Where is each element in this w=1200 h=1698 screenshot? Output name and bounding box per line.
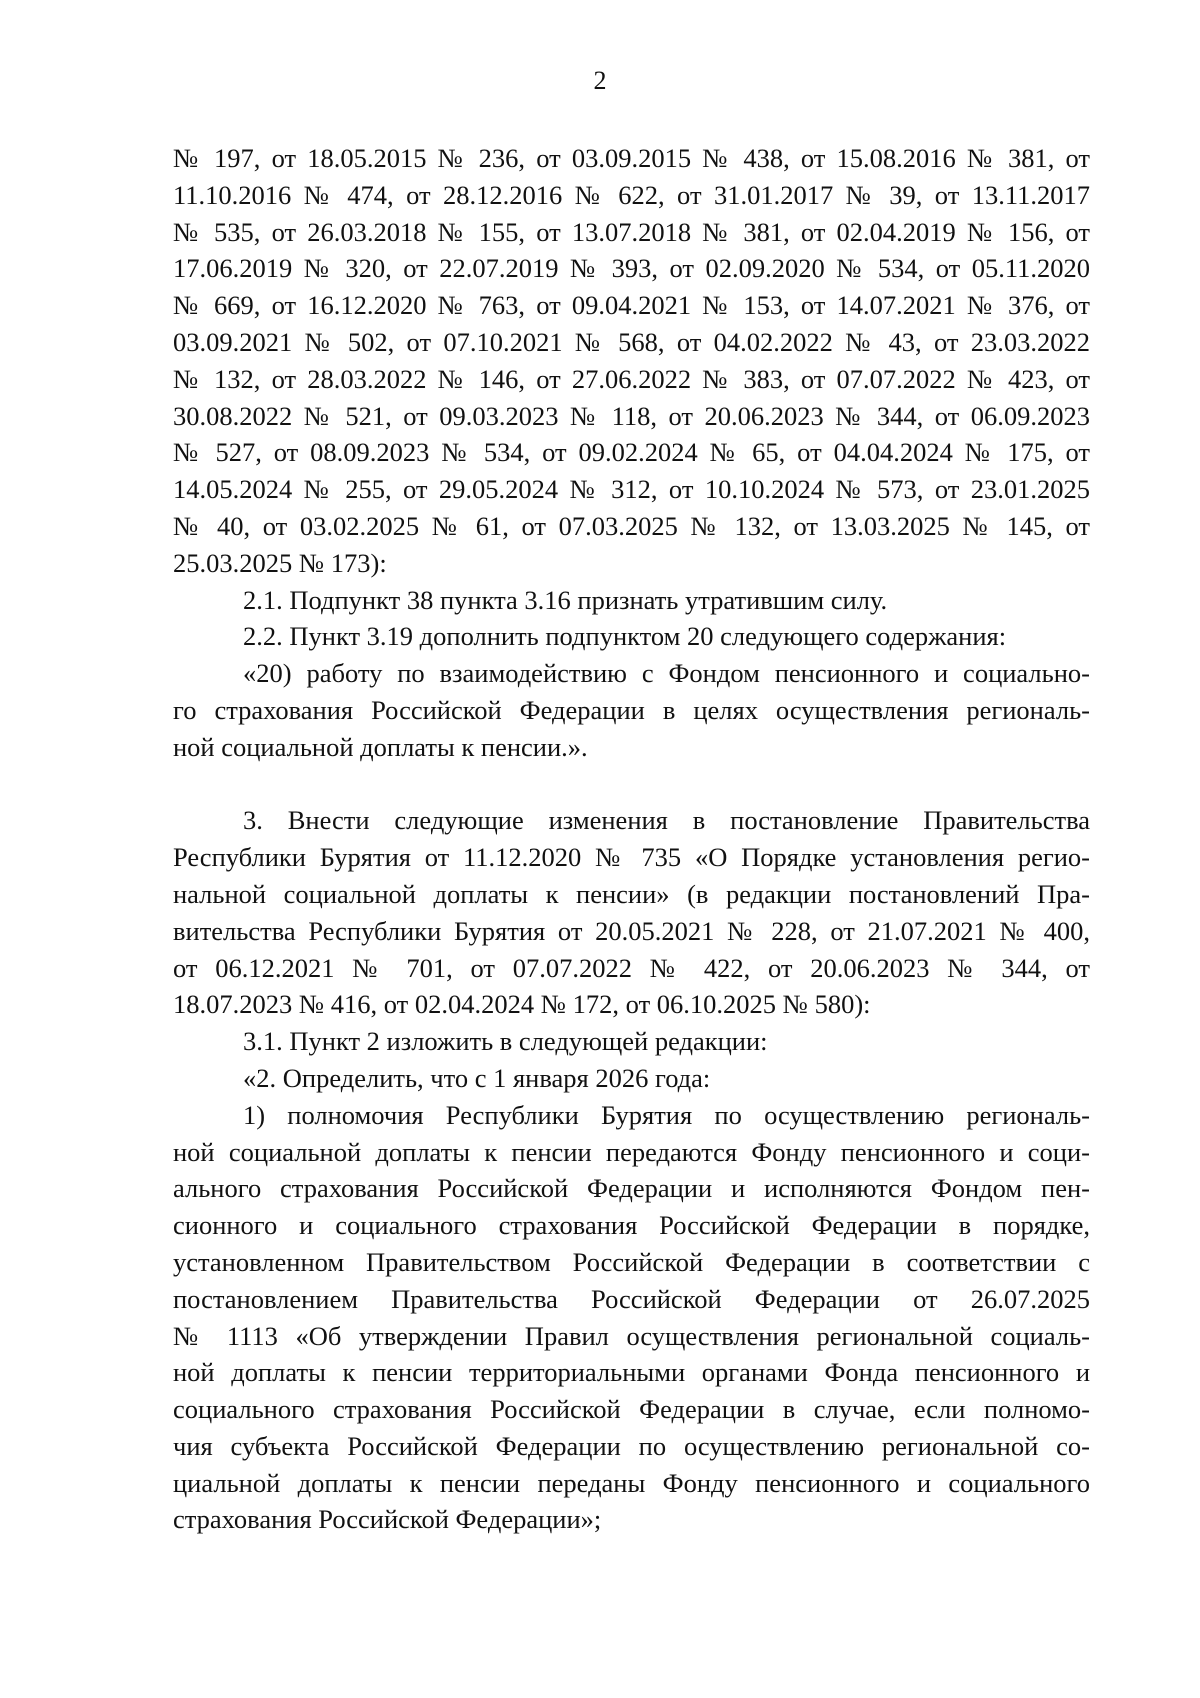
text-line: 30.08.2022 № 521, от 09.03.2023 № 118, от 20.06.2023 № 344, от 06.09.2023 xyxy=(173,400,1090,431)
text-line: № 1113 «Об утверждении Правил осуществления региональной социаль- xyxy=(173,1320,1090,1351)
text-line: «20) работу по взаимодействию с Фондом пенсионного и социально- xyxy=(243,658,1090,689)
text-line: 03.09.2021 № 502, от 07.10.2021 № 568, от 04.02.2022 № 43, от 23.03.2022 xyxy=(173,326,1090,357)
paragraph-2-2: 2.2. Пункт 3.19 дополнить подпунктом 20 следующего содержания: xyxy=(243,621,1007,652)
text-line: 14.05.2024 № 255, от 29.05.2024 № 312, от 10.10.2024 № 573, от 23.01.2025 xyxy=(173,474,1090,505)
text-line: циальной доплаты к пенсии переданы Фонду пенсионного и социального xyxy=(173,1467,1090,1498)
text-line: чия субъекта Российской Федерации по осуществлению региональной со- xyxy=(173,1430,1090,1461)
text-line: 11.10.2016 № 474, от 28.12.2016 № 622, от 31.01.2017 № 39, от 13.11.2017 xyxy=(173,179,1090,210)
text-line: сионного и социального страхования Российской Федерации в порядке, xyxy=(173,1210,1090,1241)
text-line: 17.06.2019 № 320, от 22.07.2019 № 393, от 02.09.2020 № 534, от 05.11.2020 xyxy=(173,253,1090,284)
text-line: постановлением Правительства Российской Федерации от 26.07.2025 xyxy=(173,1283,1090,1314)
document-body xyxy=(173,140,1090,1538)
page-number: 2 xyxy=(593,66,607,95)
text-line: го страхования Российской Федерации в целях осуществления региональ- xyxy=(173,694,1090,725)
text-line: ной доплаты к пенсии территориальными органами Фонда пенсионного и xyxy=(173,1357,1090,1388)
text-line: № 535, от 26.03.2018 № 155, от 13.07.2018 № 381, от 02.04.2019 № 156, от xyxy=(173,216,1090,247)
text-line: № 40, от 03.02.2025 № 61, от 07.03.2025 № 132, от 13.03.2025 № 145, от xyxy=(173,510,1090,541)
text-line: ной социальной доплаты к пенсии передаются Фонду пенсионного и соци- xyxy=(173,1136,1090,1167)
text-line: установленном Правительством Российской Федерации в соответствии с xyxy=(173,1246,1090,1277)
paragraph-3-1-quote: «2. Определить, что с 1 января 2026 года: xyxy=(243,1062,711,1093)
text-line: нальной социальной доплаты к пенсии» (в редакции постановлений Пра- xyxy=(173,878,1090,909)
text-line: ального страхования Российской Федерации и исполняются Фондом пен- xyxy=(173,1173,1090,1204)
text-line: вительства Республики Бурятия от 20.05.2021 № 228, от 21.07.2021 № 400, xyxy=(173,915,1090,946)
text-line: 25.03.2025 № 173): xyxy=(173,547,387,578)
paragraph-gap xyxy=(173,766,1090,803)
text-line: страхования Российской Федерации»; xyxy=(173,1504,602,1535)
text-line: № 669, от 16.12.2020 № 763, от 09.04.2021 № 153, от 14.07.2021 № 376, от xyxy=(173,290,1090,321)
text-line: ной социальной доплаты к пенсии.». xyxy=(173,731,588,762)
paragraph-3-1: 3.1. Пункт 2 изложить в следующей редакции: xyxy=(243,1026,768,1057)
text-line: № 527, от 08.09.2023 № 534, от 09.02.2024 № 65, от 04.04.2024 № 175, от xyxy=(173,437,1090,468)
text-line: от 06.12.2021 № 701, от 07.07.2022 № 422, от 20.06.2023 № 344, от xyxy=(173,952,1090,983)
paragraph-3: 3. Внести следующие изменения в постановление Правительства xyxy=(243,805,1090,836)
text-line: № 132, от 28.03.2022 № 146, от 27.06.2022 № 383, от 07.07.2022 № 423, от xyxy=(173,363,1090,394)
text-line: 18.07.2023 № 416, от 02.04.2024 № 172, от 06.10.2025 № 580): xyxy=(173,989,871,1020)
paragraph-2-1: 2.1. Подпункт 38 пункта 3.16 признать утратившим силу. xyxy=(243,584,888,615)
text-line: социального страхования Российской Федерации в случае, если полномо- xyxy=(173,1394,1090,1425)
subparagraph-1: 1) полномочия Республики Бурятия по осуществлению региональ- xyxy=(243,1099,1090,1130)
text-line: № 197, от 18.05.2015 № 236, от 03.09.2015 № 438, от 15.08.2016 № 381, от xyxy=(173,143,1090,173)
text-line: Республики Бурятия от 11.12.2020 № 735 «О Порядке установления регио- xyxy=(173,842,1090,873)
